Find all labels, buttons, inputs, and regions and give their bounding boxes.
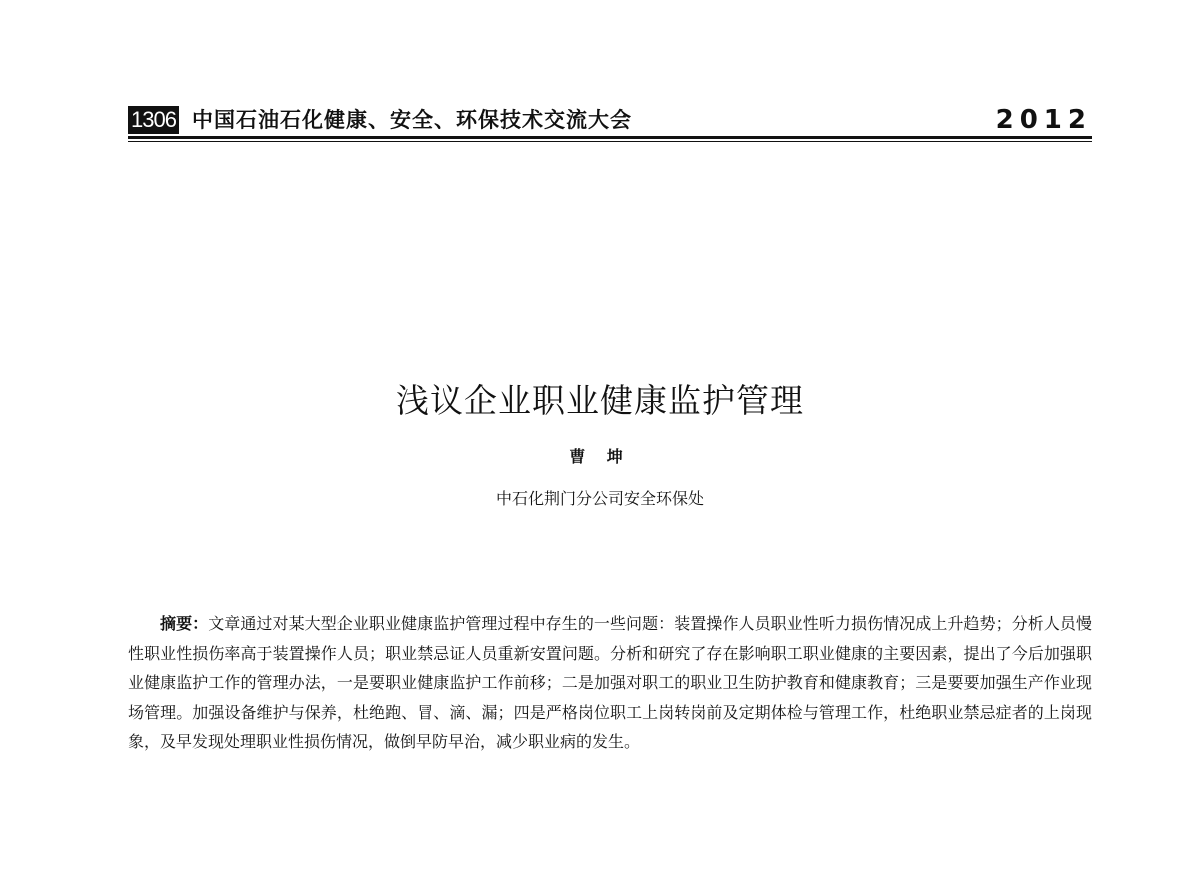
running-header [128, 104, 1092, 138]
author-name: 曹 坤 [569, 447, 631, 466]
conference-year: 2012 [995, 105, 1092, 135]
header-rule-thin [128, 141, 1092, 142]
page-number: 1306 [128, 106, 179, 134]
abstract-paragraph [128, 609, 1092, 757]
article-title: 浅议企业职业健康监护管理 [396, 381, 804, 420]
abstract [128, 609, 1092, 757]
conference-title: 中国石油石化健康、安全、环保技术交流大会 [192, 108, 632, 132]
header-rule-thick [128, 136, 1092, 139]
abstract-label: 摘要： [160, 614, 209, 633]
abstract-text: 文章通过对某大型企业职业健康监护管理过程中存生的一些问题：装置操作人员职业性听力损伤情况成上升趋势；分析人员慢性职业性损伤率高于装置操作人员；职业禁忌证人员重新安置问题。分析和研究了存在影响职工职业健康的主要因素，提出了今后加强职业健康监护工作的管理办法，一是要职业健康监护工作前移；二是加强对职工的职业卫生防护教育和健康教育；三是要要加强生产作业现场管理。加强设备维护与保养，杜绝跑、冒、滴、漏；四是严格岗位职工上岗转岗前及定期体检与管理工作，杜绝职业禁忌症者的上岗现象，及早发现处理职业性损伤情况，做倒早防早治，减少职业病的发生。 [128, 614, 1092, 752]
author-affiliation: 中石化荆门分公司安全环保处 [495, 489, 704, 508]
